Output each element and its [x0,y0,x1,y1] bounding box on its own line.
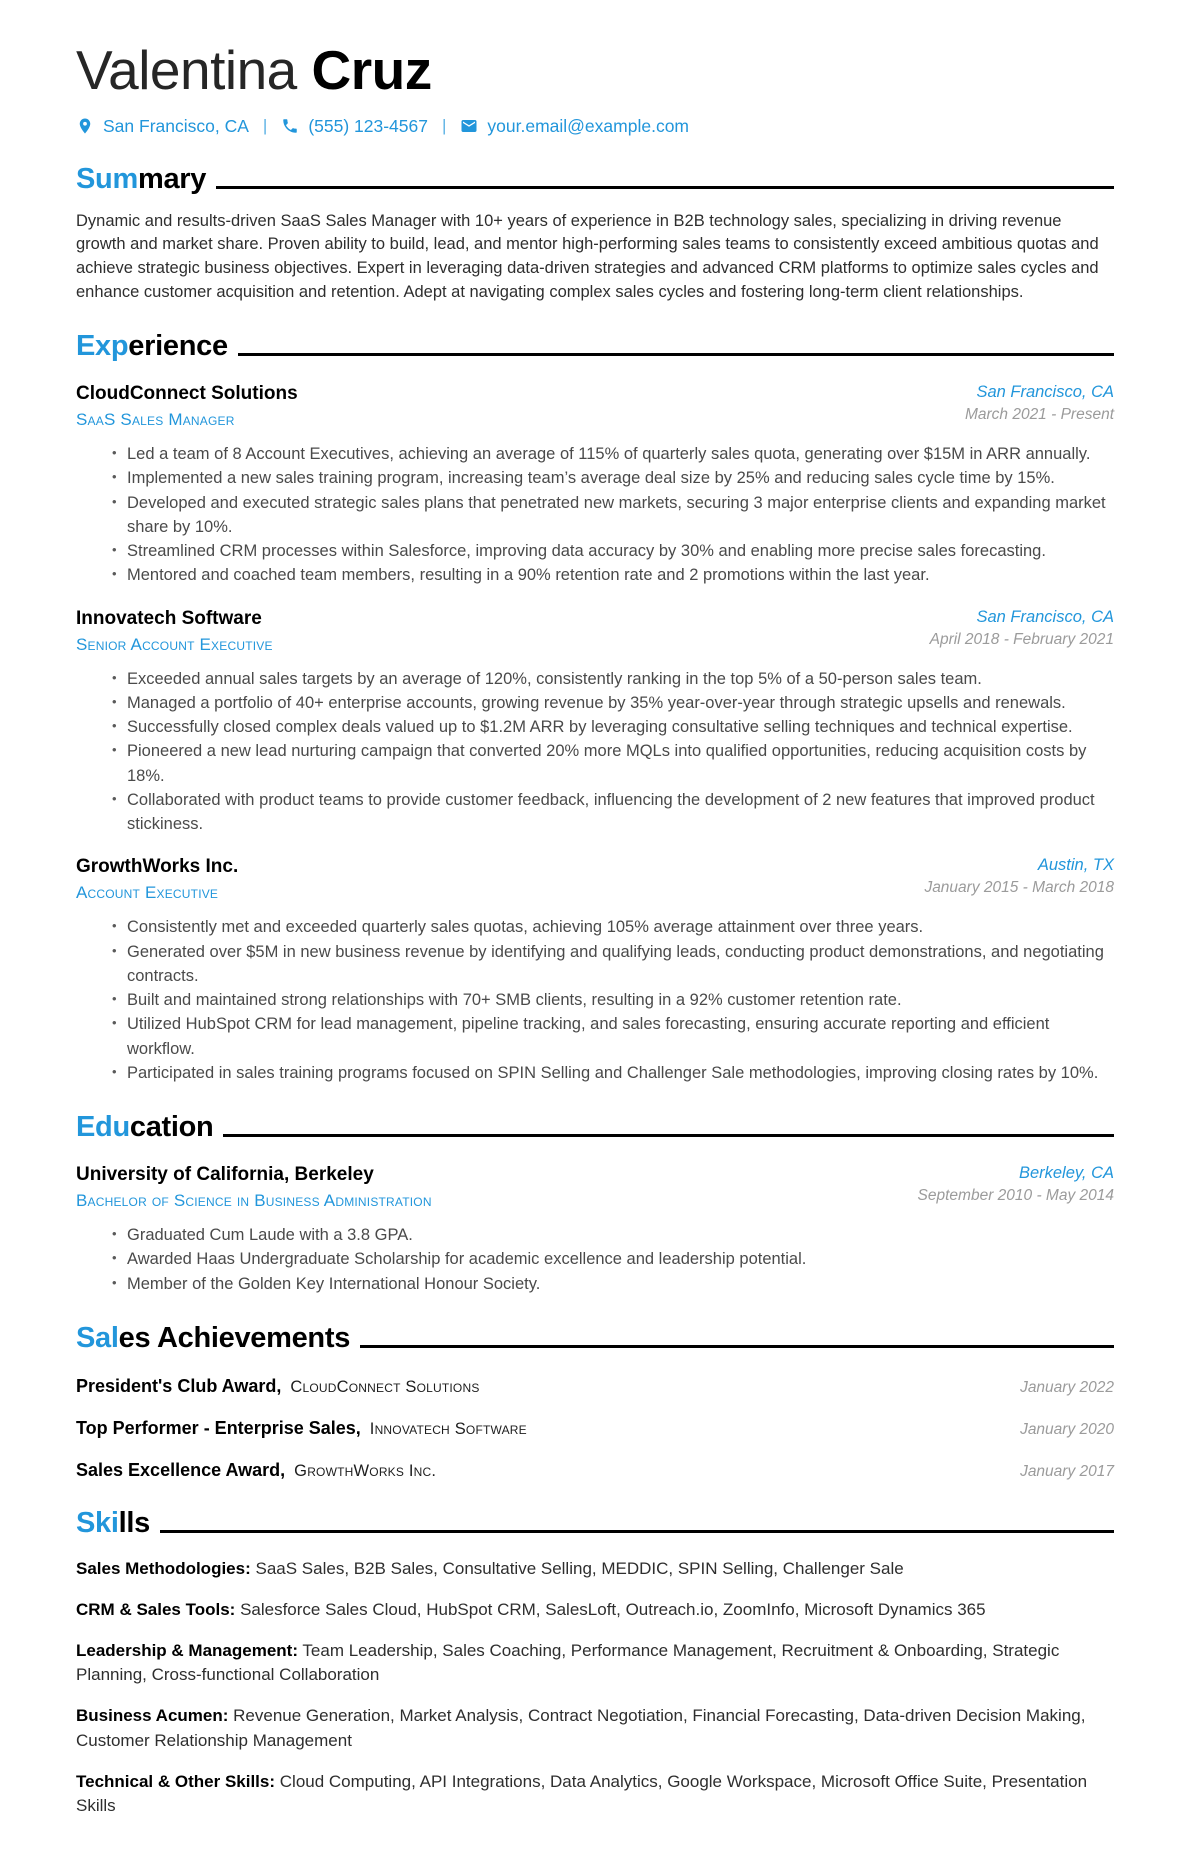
achievement-org: GrowthWorks Inc. [294,1461,437,1480]
achievement-text [76,1418,527,1439]
experience-entries [76,383,1114,1085]
bullet-item: • Member of the Golden Key International Honour Society. [112,1272,1114,1296]
heading-rule [160,1530,1114,1533]
contact-separator: | [441,116,447,136]
experience-entry-right [924,856,1114,897]
experience-bullet-list [76,915,1114,1085]
bullet-item: • Generated over $5M in new business revenue by identifying and qualifying leads, conducting product demonstrations, and negotiating contracts. [112,940,1114,989]
skill-rows [76,1557,1114,1818]
experience-entry-left [76,383,298,430]
experience-location: Austin, TX [1037,856,1114,875]
bullet-item: • Streamlined CRM processes within Salesforce, improving data accuracy by 30% and enabling more precise sales forecasting. [112,539,1114,563]
skill-list-text: Revenue Generation, Market Analysis, Contract Negotiation, Financial Forecasting, Data-driven Decision Making, Customer Relationship Management [76,1706,1086,1750]
education-role-title: Bachelor of Science in Business Administration [76,1191,432,1211]
experience-entry [76,383,1114,588]
heading-rest-text: cation [129,1111,214,1144]
achievement-row [76,1460,1114,1481]
heading-accent-text: Exp [76,330,129,363]
bullet-item: • Managed a portfolio of 40+ enterprise accounts, growing revenue by 35% year-over-year through strategic upsells and renewals. [112,691,1114,715]
phone-icon [281,117,299,135]
bullet-item: • Collaborated with product teams to provide customer feedback, influencing the development of 2 new features that improved product stickiness. [112,788,1114,837]
email-text: your.email@example.com [487,115,689,136]
experience-org-name: GrowthWorks Inc. [76,856,239,878]
heading-rest-text: lls [118,1506,150,1539]
experience-dates: April 2018 - February 2021 [929,630,1114,648]
achievement-title: Sales Excellence Award [76,1459,281,1480]
contact-bar [76,116,1114,137]
experience-role-title: SaaS Sales Manager [76,410,235,430]
bullet-item: • Implemented a new sales training program, increasing team’s average deal size by 25% and reducing sales cycle time by 15%. [112,466,1114,490]
envelope-icon [460,117,478,135]
section-summary [76,163,1114,304]
heading-rest-text: erience [128,330,228,363]
education-entry [76,1164,1114,1296]
contact-email [460,116,689,137]
education-entry-left [76,1164,432,1211]
skill-list-text: SaaS Sales, B2B Sales, Consultative Selling, MEDDIC, SPIN Selling, Challenger Sale [255,1558,904,1578]
bullet-item: • Pioneered a new lead nurturing campaign that converted 20% more MQLs into qualified opportunities, reducing acquisition costs by 18%. [112,739,1114,788]
skill-category-label: Technical & Other Skills: [76,1771,276,1791]
experience-role-title: Senior Account Executive [76,634,273,654]
achievement-title: President's Club Award [76,1375,277,1396]
achievements-heading [76,1322,1114,1355]
experience-org-name: CloudConnect Solutions [76,383,298,405]
skill-list-text: Team Leadership, Sales Coaching, Performance Management, Recruitment & Onboarding, Strategic Planning, Cross-functional Collaboration [76,1641,1060,1685]
education-entry-header [76,1164,1114,1211]
experience-entry-header [76,383,1114,430]
skill-row [76,1704,1114,1752]
contact-location [76,116,249,137]
section-experience [76,330,1114,1085]
bullet-item: • Exceeded annual sales targets by an average of 120%, consistently ranking in the top 5% of a 50-person sales team. [112,667,1114,691]
education-bullet-list [76,1223,1114,1296]
bullet-item: • Led a team of 8 Account Executives, achieving an average of 115% of quarterly sales quota, generating over $15M in ARR annually. [112,442,1114,466]
education-location: Berkeley, CA [1018,1164,1114,1183]
section-education [76,1111,1114,1296]
first-name: Valentina [76,39,297,101]
bullet-item: • Graduated Cum Laude with a 3.8 GPA. [112,1223,1114,1247]
skill-row [76,1770,1114,1818]
experience-entry-right [965,383,1114,424]
experience-entry [76,856,1114,1085]
achievement-org: Innovatech Software [369,1419,527,1438]
experience-org-name: Innovatech Software [76,607,262,629]
education-entries [76,1164,1114,1296]
skill-category-label: Leadership & Management: [76,1641,298,1661]
achievement-title: Top Performer - Enterprise Sales [76,1417,356,1438]
achievement-text [76,1376,480,1397]
location-pin-icon [76,117,94,135]
education-entry-right [918,1164,1114,1205]
section-skills [76,1507,1114,1818]
experience-role-title: Account Executive [76,883,219,903]
location-text: San Francisco, CA [103,115,249,136]
skills-heading [76,1507,1114,1540]
experience-entry-left [76,608,273,655]
skill-category-label: CRM & Sales Tools: [76,1600,236,1619]
heading-accent-text: Sal [76,1321,119,1354]
achievement-row [76,1418,1114,1439]
achievement-date: January 2020 [1020,1420,1114,1438]
experience-dates: March 2021 - Present [964,406,1114,424]
heading-rule [223,1134,1114,1137]
education-org-name: University of California, Berkeley [76,1164,374,1186]
contact-separator: | [262,116,268,136]
heading-rest-text: es Achievements [118,1321,351,1354]
experience-location: San Francisco, CA [976,383,1114,402]
summary-paragraph: Dynamic and results-driven SaaS Sales Manager with 10+ years of experience in B2B technology sales, specializing in driving revenue growth and market share. Proven ability to build, lead, and mentor high-performing sales teams to consistently exceed ambitious quotas and achieve strategic business objectives. Expert in leveraging data-driven strategies and advanced CRM platforms to optimize sales cycles and enhance customer acquisition and retention. Adept at navigating complex sales cycles and fostering long-term client relationships. [76,211,1099,301]
bullet-item: • Utilized HubSpot CRM for lead management, pipeline tracking, and sales forecasting, ensuring accurate reporting and efficient workflow. [112,1012,1114,1061]
education-heading [76,1111,1114,1144]
section-achievements [76,1322,1114,1481]
experience-entry-header [76,856,1114,903]
bullet-item: • Participated in sales training programs focused on SPIN Selling and Challenger Sale methodologies, improving closing rates by 10%. [112,1061,1114,1085]
bullet-item: • Successfully closed complex deals valued up to $1.2M ARR by leveraging consultative selling techniques and technical expertise. [112,715,1114,739]
experience-dates: January 2015 - March 2018 [924,879,1114,897]
skill-row [76,1598,1114,1622]
skill-list-text: Salesforce Sales Cloud, HubSpot CRM, SalesLoft, Outreach.io, ZoomInfo, Microsoft Dynamics 365 [240,1600,986,1619]
achievement-org: CloudConnect Solutions [290,1377,480,1396]
heading-accent-text: Sum [76,162,138,195]
heading-accent-text: Edu [76,1111,130,1144]
achievement-date: January 2022 [1020,1378,1114,1396]
contact-phone [281,116,428,137]
achievement-rows [76,1376,1114,1481]
achievement-comma: , [355,1417,366,1438]
heading-rule [238,353,1114,356]
last-name: Cruz [311,39,432,101]
achievement-text [76,1460,436,1481]
bullet-item: • Mentored and coached team members, resulting in a 90% retention rate and 2 promotions within the last year. [112,563,1114,587]
phone-text: (555) 123-4567 [308,115,428,136]
achievement-date: January 2017 [1020,1462,1114,1480]
skill-category-label: Sales Methodologies: [76,1558,251,1578]
experience-entry-left [76,856,238,903]
experience-bullet-list [76,667,1114,837]
skill-list-text: Cloud Computing, API Integrations, Data Analytics, Google Workspace, Microsoft Office Suite, Presentation Skills [76,1771,1088,1815]
achievement-row [76,1376,1114,1397]
heading-rest-text: mary [137,162,207,195]
experience-entry-right [930,608,1114,649]
achievement-comma: , [280,1459,291,1480]
experience-bullet-list [76,442,1114,588]
experience-entry-header [76,608,1114,655]
skill-category-label: Business Acumen: [76,1706,229,1726]
heading-rule [216,186,1114,189]
education-dates: September 2010 - May 2014 [917,1187,1114,1205]
experience-entry [76,608,1114,837]
heading-rule [360,1345,1114,1348]
experience-heading [76,330,1114,363]
bullet-item: • Awarded Haas Undergraduate Scholarship for academic excellence and leadership potential. [112,1247,1114,1271]
achievement-comma: , [276,1375,287,1396]
skill-row [76,1557,1114,1581]
bullet-item: • Developed and executed strategic sales plans that penetrated new markets, securing 3 major enterprise clients and expanding market share by 10%. [112,491,1114,540]
skill-row [76,1639,1114,1687]
bullet-item: • Built and maintained strong relationships with 70+ SMB clients, resulting in a 92% customer retention rate. [112,988,1114,1012]
page-title [76,39,1114,101]
bullet-item: • Consistently met and exceeded quarterly sales quotas, achieving 105% average attainment over three years. [112,915,1114,939]
heading-accent-text: Ski [76,1506,119,1539]
experience-location: San Francisco, CA [976,607,1114,626]
summary-heading [76,163,1114,196]
